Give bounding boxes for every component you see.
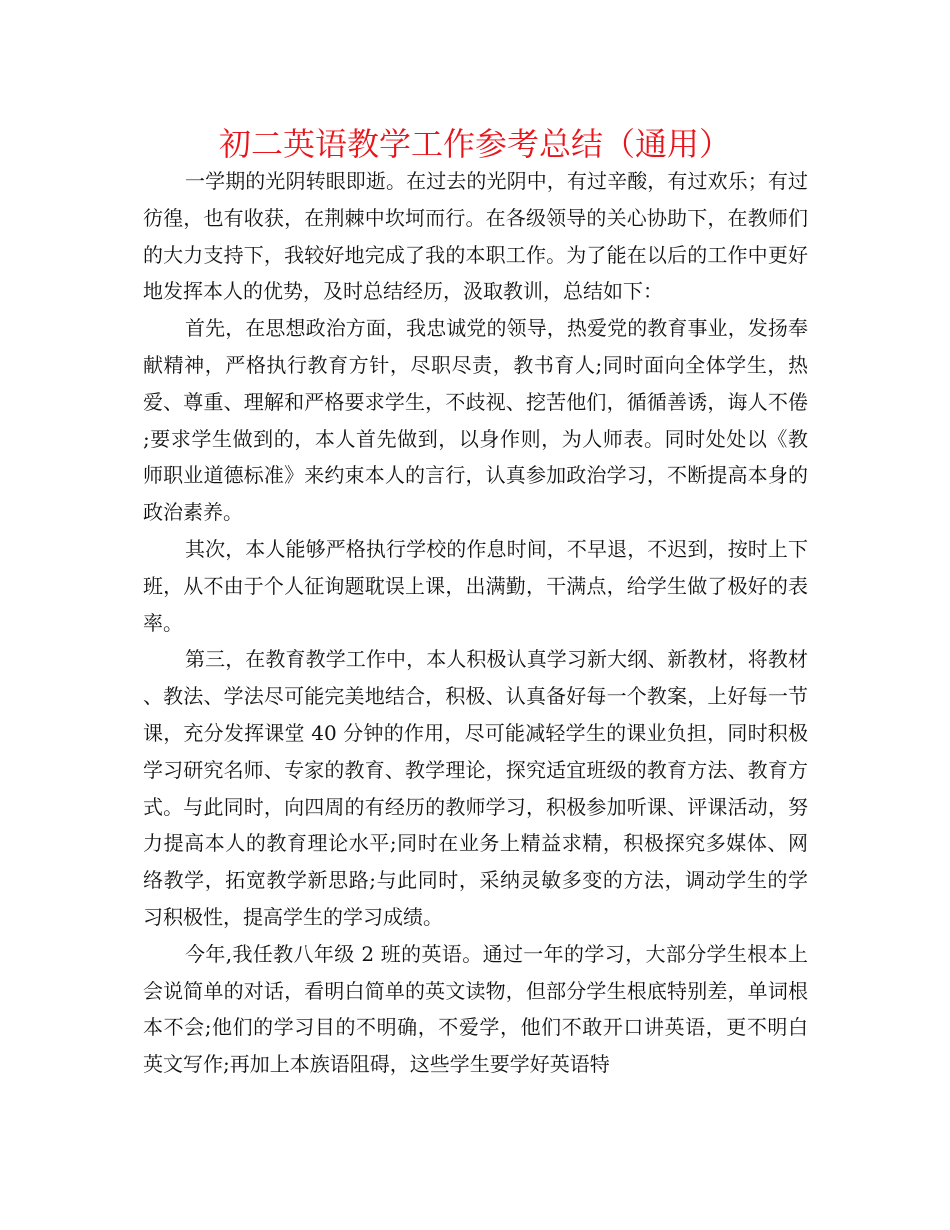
paragraph-class: 今年,我任教八年级 2 班的英语。通过一年的学习，大部分学生根本上会说简单的对话，看明白简单的英文读物，但部分学生根底特别差，单词根本不会;他们的学习目的不明确，不爱学，他们不敢开口讲英语，更不明白英文写作;再加上本族语阻碍，这些学生要学好英语特 (143, 941, 808, 1077)
document-body (143, 163, 808, 1083)
document-title: 初二英语教学工作参考总结（通用） (218, 125, 731, 163)
paragraph-political: 首先，在思想政治方面，我忠诚党的领导，热爱党的教育事业，发扬奉献精神，严格执行教育方针，尽职尽责，教书育人;同时面向全体学生，热爱、尊重、理解和严格要求学生，不歧视、挖苦他们，循循善诱，诲人不倦;要求学生做到的，本人首先做到，以身作则，为人师表。同时处处以《教师职业道德标准》来约束本人的言行，认真参加政治学习，不断提高本身的政治素养。 (143, 316, 808, 525)
paragraph-intro: 一学期的光阴转眼即逝。在过去的光阴中，有过辛酸，有过欢乐；有过彷徨，也有收获，在荆棘中坎坷而行。在各级领导的关心协助下，在教师们的大力支持下，我较好地完成了我的本职工作。为了能在以后的工作中更好地发挥本人的优势，及时总结经历，汲取教训，总结如下： (143, 169, 808, 304)
paragraph-attendance: 其次，本人能够严格执行学校的作息时间，不早退，不迟到，按时上下班，从不由于个人征询题耽误上课，出满勤，干满点，给学生做了极好的表率。 (143, 536, 808, 635)
paragraph-teaching: 第三，在教育教学工作中，本人积极认真学习新大纲、新教材，将教材、教法、学法尽可能完美地结合，积极、认真备好每一个教案，上好每一节课，充分发挥课堂 40 分钟的作用，尽可能减轻学生的课业负担，同时积极学习研究名师、专家的教育、教学理论，探究适宜班级的教育方法、教育方式。与此同时，向四周的有经历的教师学习，积极参加听课、评课活动，努力提高本人的教育理论水平;同时在业务上精益求精，积极探究多媒体、网络教学，拓宽教学新思路;与此同时，采纳灵敏多变的方法，调动学生的学习积极性，提高学生的学习成绩。 (143, 647, 808, 929)
